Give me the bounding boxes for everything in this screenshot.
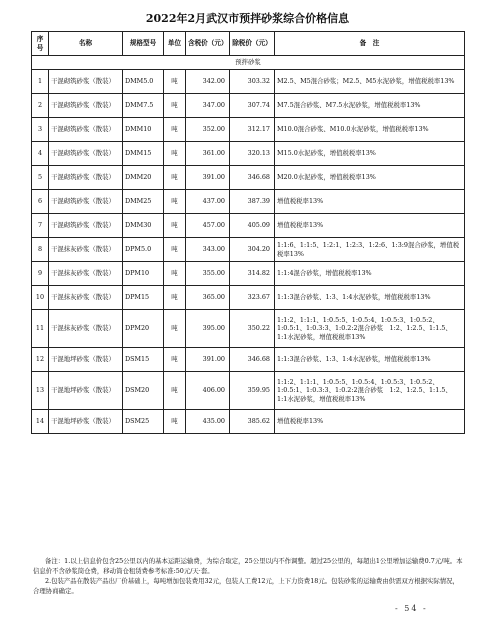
cell-no: 12 bbox=[32, 348, 49, 372]
table-row bbox=[32, 310, 465, 348]
cell-name: 干混砌筑砂浆（散装） bbox=[49, 190, 123, 214]
cell-price-notax: 303.32 bbox=[230, 70, 275, 94]
cell-name: 干混砌筑砂浆（散装） bbox=[49, 166, 123, 190]
cell-remark: 增值税税率13% bbox=[275, 214, 465, 238]
page-title: 2022年2月武汉市预拌砂浆综合价格信息 bbox=[145, 12, 350, 25]
header-no: 序号 bbox=[32, 32, 49, 56]
cell-unit: 吨 bbox=[164, 70, 186, 94]
note-2: 2.包装产品在散装产品出厂价基础上，每吨增加包装费用32元，包装人工费12元，上下力资费18元。包装砂浆的运输费由供需双方根据实际情况，合理协商确定。 bbox=[33, 577, 459, 595]
cell-price-notax: 320.13 bbox=[230, 142, 275, 166]
cell-spec: DMM5.0 bbox=[123, 70, 164, 94]
cell-name: 干混砌筑砂浆（散装） bbox=[49, 94, 123, 118]
cell-price-notax: 307.74 bbox=[230, 94, 275, 118]
page-number: - 54 - bbox=[395, 604, 428, 613]
cell-spec: DMM25 bbox=[123, 190, 164, 214]
header-remark: 备 注 bbox=[275, 32, 465, 56]
cell-name: 干混砌筑砂浆（散装） bbox=[49, 70, 123, 94]
cell-spec: DPM5.0 bbox=[123, 238, 164, 262]
cell-no: 3 bbox=[32, 118, 49, 142]
cell-price-notax: 405.09 bbox=[230, 214, 275, 238]
cell-no: 5 bbox=[32, 166, 49, 190]
cell-price-notax: 385.62 bbox=[230, 410, 275, 434]
header-row bbox=[32, 32, 465, 56]
cell-name: 干混抹灰砂浆（散装） bbox=[49, 262, 123, 286]
cell-name: 干混抹灰砂浆（散装） bbox=[49, 238, 123, 262]
header-price-notax: 除税价（元） bbox=[230, 32, 275, 56]
cell-price-tax: 457.00 bbox=[186, 214, 230, 238]
cell-no: 1 bbox=[32, 70, 49, 94]
cell-price-notax: 304.20 bbox=[230, 238, 275, 262]
cell-no: 11 bbox=[32, 310, 49, 348]
cell-remark: 增值税税率13% bbox=[275, 190, 465, 214]
table-row bbox=[32, 348, 465, 372]
header-name: 名称 bbox=[49, 32, 123, 56]
table-row bbox=[32, 166, 465, 190]
cell-unit: 吨 bbox=[164, 348, 186, 372]
table-row bbox=[32, 372, 465, 410]
cell-name: 干混砌筑砂浆（散装） bbox=[49, 118, 123, 142]
cell-remark: 1:1:2、1:1:1、1:0.5:5、1:0.5:4、1:0.5:3、1:0.5:2、1:0.5:1、1:0.3:3、1:0.2:2混合砂浆 1:2、1:2.5、1:1.5、1:1水泥砂浆，增值税税率13% bbox=[275, 372, 465, 410]
cell-name: 干混砌筑砂浆（散装） bbox=[49, 142, 123, 166]
cell-price-tax: 361.00 bbox=[186, 142, 230, 166]
cell-name: 干混砌筑砂浆（散装） bbox=[49, 214, 123, 238]
cell-spec: DSM25 bbox=[123, 410, 164, 434]
cell-remark: M7.5混合砂浆、M7.5水泥砂浆，增值税税率13% bbox=[275, 94, 465, 118]
cell-unit: 吨 bbox=[164, 372, 186, 410]
cell-price-tax: 365.00 bbox=[186, 286, 230, 310]
table-row bbox=[32, 262, 465, 286]
cell-name: 干混地坪砂浆（散装） bbox=[49, 372, 123, 410]
section-label: 预拌砂浆 bbox=[32, 56, 465, 70]
cell-no: 2 bbox=[32, 94, 49, 118]
cell-price-tax: 391.00 bbox=[186, 166, 230, 190]
cell-remark: 1:1:4混合砂浆，增值税税率13% bbox=[275, 262, 465, 286]
cell-unit: 吨 bbox=[164, 286, 186, 310]
cell-price-notax: 346.68 bbox=[230, 166, 275, 190]
cell-spec: DPM10 bbox=[123, 262, 164, 286]
table-row bbox=[32, 410, 465, 434]
cell-price-tax: 437.00 bbox=[186, 190, 230, 214]
table-row bbox=[32, 70, 465, 94]
cell-no: 14 bbox=[32, 410, 49, 434]
cell-remark: M2.5、M5混合砂浆；M2.5、M5水泥砂浆，增值税税率13% bbox=[275, 70, 465, 94]
note-1: 备注：1.以上信息价包含25公里以内的基本运距运输费，为综合取定，25公里以内不作调整。超过25公里的，每超出1公里增加运输费0.7元/吨。本信息价不含砂浆筒仓费，移动筒仓租赁费参考标准:50元/天·套。 bbox=[33, 557, 463, 575]
cell-spec: DPM15 bbox=[123, 286, 164, 310]
cell-remark: M10.0混合砂浆、M10.0水泥砂浆，增值税税率13% bbox=[275, 118, 465, 142]
cell-unit: 吨 bbox=[164, 190, 186, 214]
cell-price-tax: 342.00 bbox=[186, 70, 230, 94]
cell-unit: 吨 bbox=[164, 310, 186, 348]
cell-spec: DPM20 bbox=[123, 310, 164, 348]
cell-remark: 1:1:2、1:1:1、1:0.5:5、1:0.5:4、1:0.5:3、1:0.5:2、1:0.5:1、1:0.3:3、1:0.2:2混合砂浆 1:2、1:2.5、1:1.5、1:1水泥砂浆，增值税税率13% bbox=[275, 310, 465, 348]
cell-price-tax: 355.00 bbox=[186, 262, 230, 286]
cell-no: 8 bbox=[32, 238, 49, 262]
cell-remark: 增值税税率13% bbox=[275, 410, 465, 434]
cell-no: 9 bbox=[32, 262, 49, 286]
cell-spec: DMM20 bbox=[123, 166, 164, 190]
cell-unit: 吨 bbox=[164, 118, 186, 142]
cell-spec: DMM10 bbox=[123, 118, 164, 142]
price-table bbox=[31, 31, 465, 434]
cell-unit: 吨 bbox=[164, 94, 186, 118]
cell-no: 6 bbox=[32, 190, 49, 214]
cell-remark: 1:1:3混合砂浆、1:3、1:4水泥砂浆，增值税税率13% bbox=[275, 286, 465, 310]
cell-price-tax: 406.00 bbox=[186, 372, 230, 410]
cell-unit: 吨 bbox=[164, 410, 186, 434]
cell-price-notax: 359.95 bbox=[230, 372, 275, 410]
cell-price-tax: 343.00 bbox=[186, 238, 230, 262]
cell-price-notax: 314.82 bbox=[230, 262, 275, 286]
table-row bbox=[32, 214, 465, 238]
table-row bbox=[32, 118, 465, 142]
header-price-tax: 含税价（元） bbox=[186, 32, 230, 56]
cell-no: 13 bbox=[32, 372, 49, 410]
cell-price-notax: 346.68 bbox=[230, 348, 275, 372]
cell-unit: 吨 bbox=[164, 166, 186, 190]
cell-unit: 吨 bbox=[164, 214, 186, 238]
cell-remark: M15.0水泥砂浆，增值税税率13% bbox=[275, 142, 465, 166]
notes-block bbox=[33, 556, 463, 596]
cell-spec: DMM15 bbox=[123, 142, 164, 166]
cell-price-tax: 391.00 bbox=[186, 348, 230, 372]
cell-no: 10 bbox=[32, 286, 49, 310]
cell-price-notax: 387.39 bbox=[230, 190, 275, 214]
cell-price-notax: 350.22 bbox=[230, 310, 275, 348]
cell-price-tax: 347.00 bbox=[186, 94, 230, 118]
cell-no: 4 bbox=[32, 142, 49, 166]
table-row bbox=[32, 238, 465, 262]
cell-remark: 1:1:3混合砂浆、1:3、1:4水泥砂浆，增值税税率13% bbox=[275, 348, 465, 372]
header-spec: 规格型号 bbox=[123, 32, 164, 56]
cell-remark: M20.0水泥砂浆，增值税税率13% bbox=[275, 166, 465, 190]
cell-no: 7 bbox=[32, 214, 49, 238]
cell-name: 干混地坪砂浆（散装） bbox=[49, 348, 123, 372]
table-row bbox=[32, 94, 465, 118]
cell-price-notax: 312.17 bbox=[230, 118, 275, 142]
cell-spec: DSM15 bbox=[123, 348, 164, 372]
cell-unit: 吨 bbox=[164, 262, 186, 286]
cell-spec: DMM30 bbox=[123, 214, 164, 238]
cell-spec: DMM7.5 bbox=[123, 94, 164, 118]
header-unit: 单位 bbox=[164, 32, 186, 56]
table-row bbox=[32, 190, 465, 214]
cell-name: 干混地坪砂浆（散装） bbox=[49, 410, 123, 434]
cell-price-tax: 352.00 bbox=[186, 118, 230, 142]
cell-price-tax: 395.00 bbox=[186, 310, 230, 348]
cell-price-notax: 323.67 bbox=[230, 286, 275, 310]
cell-name: 干混抹灰砂浆（散装） bbox=[49, 310, 123, 348]
cell-price-tax: 435.00 bbox=[186, 410, 230, 434]
section-row bbox=[32, 56, 465, 70]
table-row bbox=[32, 286, 465, 310]
cell-remark: 1:1:6、1:1:5、1:2:1、1:2:3、1:2:6、1:3:9混合砂浆，增值税税率13% bbox=[275, 238, 465, 262]
cell-unit: 吨 bbox=[164, 238, 186, 262]
cell-unit: 吨 bbox=[164, 142, 186, 166]
cell-spec: DSM20 bbox=[123, 372, 164, 410]
cell-name: 干混抹灰砂浆（散装） bbox=[49, 286, 123, 310]
table-row bbox=[32, 142, 465, 166]
